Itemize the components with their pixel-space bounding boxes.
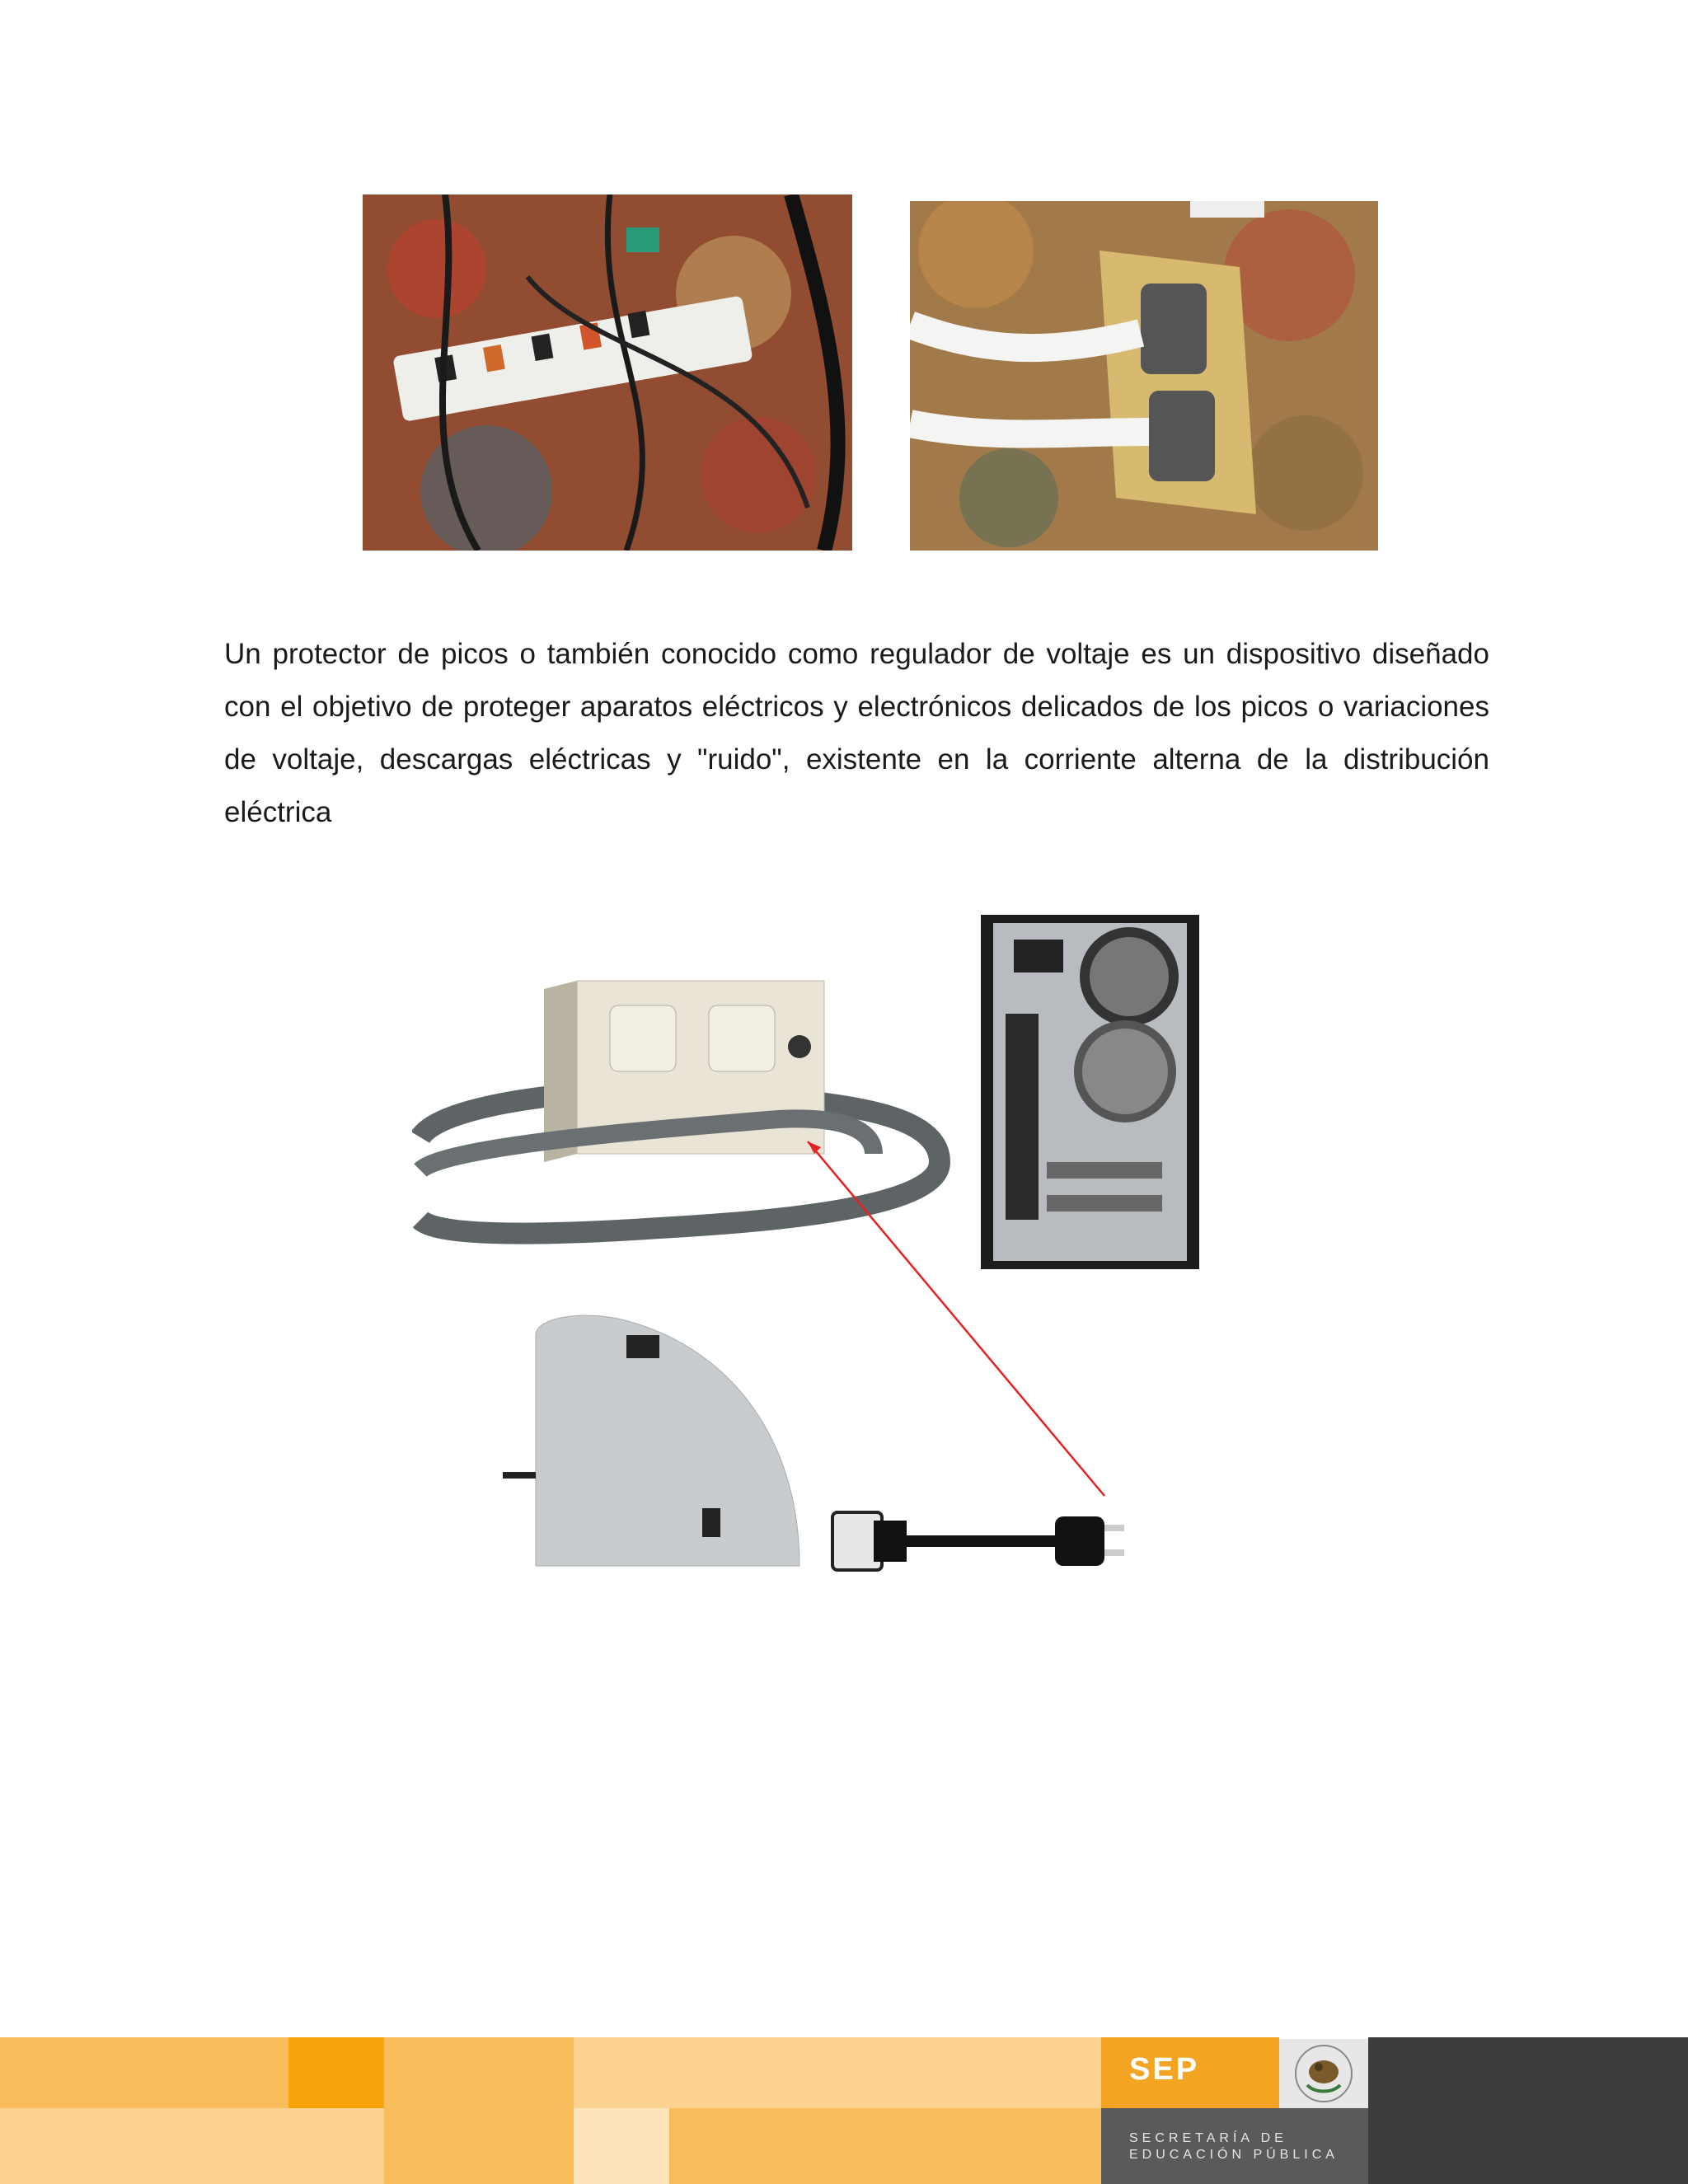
- sep-logo-text: SEP: [1129, 2052, 1200, 2087]
- sep-subtitle-line2: EDUCACIÓN PÚBLICA: [1129, 2148, 1339, 2162]
- sep-subtitle-line1: SECRETARÍA DE: [1129, 2131, 1287, 2145]
- footer-banner: [0, 2037, 1688, 2184]
- wall-outlet-photo: [910, 201, 1378, 551]
- voltage-regulator-image: [420, 981, 940, 1234]
- power-cable-image: [832, 1512, 1124, 1570]
- regulator-diagram: [412, 907, 1220, 1615]
- body-paragraph: Un protector de picos o también conocido como regulador de voltaje es un dispositivo diseñado con el objetivo de proteger aparatos eléctricos y electrónicos delicados de los picos o variaciones de voltaje, descargas eléctricas y "ruido", existente en la corriente alterna de la distribución eléctrica: [224, 638, 1489, 828]
- power-strip-photo: [363, 194, 852, 551]
- coat-of-arms-icon: [1279, 2039, 1368, 2108]
- pc-tower-image: [981, 915, 1199, 1269]
- ups-unit-image: [503, 1315, 799, 1566]
